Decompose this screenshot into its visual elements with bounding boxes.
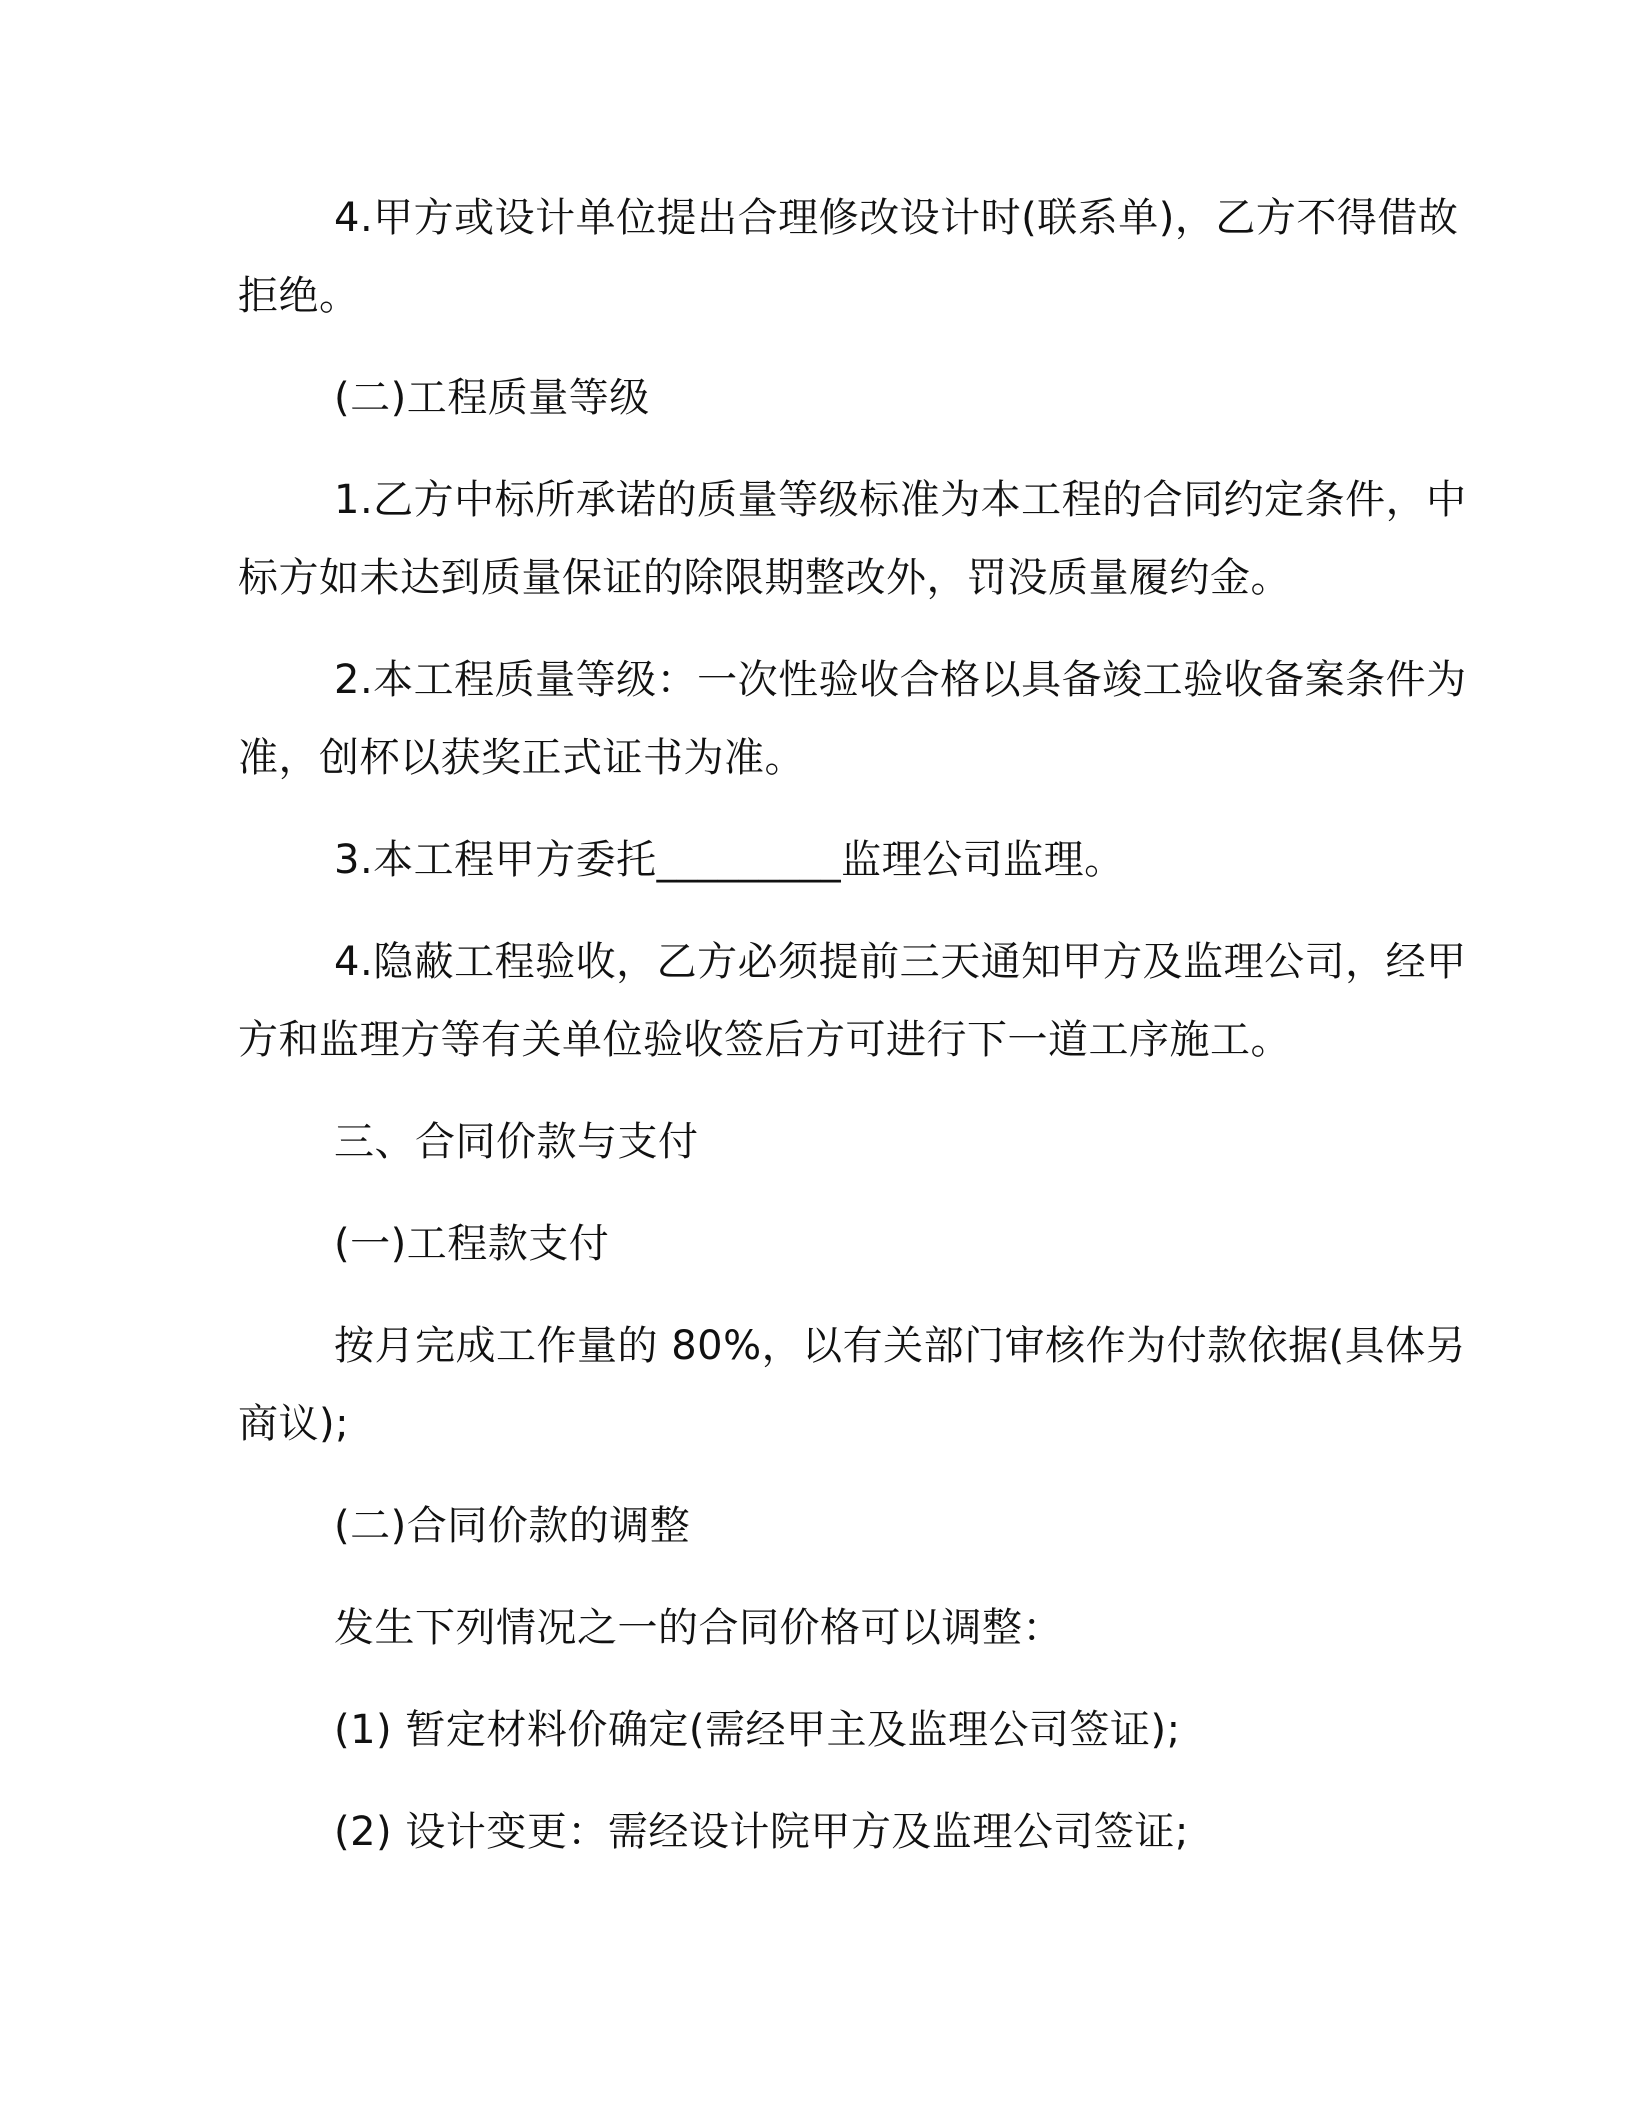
paragraph-line: 方和监理方等有关单位验收签后方可进行下一道工序施工。 [238, 1017, 1291, 1063]
paragraph-line: 准，创杯以获奖正式证书为准。 [238, 735, 805, 781]
paragraph-line: 拒绝。 [238, 273, 360, 319]
paragraph-line: 4.甲方或设计单位提出合理修改设计时(联系单)，乙方不得借故 [334, 195, 1459, 241]
paragraph-line: 商议); [238, 1401, 350, 1447]
paragraph-line: 4.隐蔽工程验收，乙方必须提前三天通知甲方及监理公司，经甲 [334, 939, 1467, 985]
section-heading: (二)合同价款的调整 [334, 1503, 691, 1549]
list-item: (2) 设计变更：需经设计院甲方及监理公司签证; [334, 1809, 1189, 1855]
section-heading: (一)工程款支付 [334, 1221, 610, 1267]
section-heading: 三、合同价款与支付 [334, 1119, 699, 1165]
list-item: (1) 暂定材料价确定(需经甲主及监理公司签证); [334, 1707, 1181, 1753]
paragraph-line: 2.本工程质量等级：一次性验收合格以具备竣工验收备案条件为 [334, 657, 1467, 703]
paragraph-line: 发生下列情况之一的合同价格可以调整： [334, 1605, 1063, 1651]
paragraph-line: 3.本工程甲方委托_________监理公司监理。 [334, 837, 1125, 883]
paragraph-line: 标方如未达到质量保证的除限期整改外，罚没质量履约金。 [238, 555, 1291, 601]
section-heading: (二)工程质量等级 [334, 375, 650, 421]
paragraph-line: 1.乙方中标所承诺的质量等级标准为本工程的合同约定条件，中 [334, 477, 1467, 523]
paragraph-line: 按月完成工作量的 80%，以有关部门审核作为付款依据(具体另 [334, 1323, 1467, 1369]
